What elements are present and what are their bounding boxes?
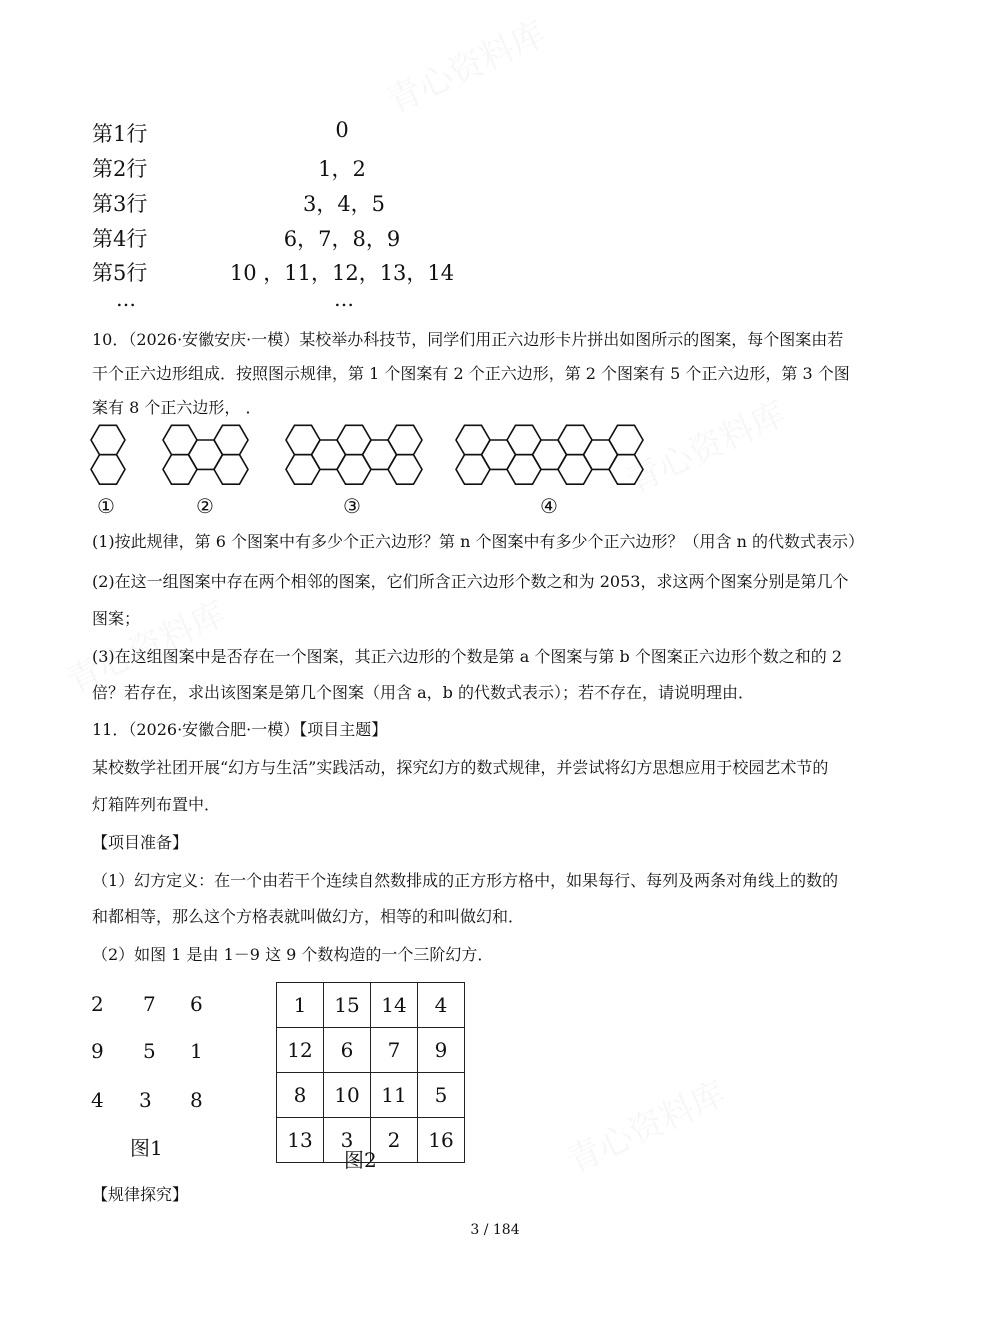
fig2-cell: 5 [418, 1073, 465, 1118]
row-numbers: 6，7，8，9 [283, 227, 401, 251]
pattern-label: ③ [343, 494, 361, 518]
hexagon-4 [214, 455, 248, 485]
pattern-label: ① [97, 494, 115, 518]
q10-part3: (3)在这组图案中是否存在一个图案，其正六边形的个数是第 a 个图案与第 b 个图案正六边形个数之和的 2 [92, 647, 843, 666]
figure-intro: （2）如图 1 是由 1－9 这 9 个数构造的一个三阶幻方． [92, 945, 494, 964]
table-row [277, 983, 465, 1028]
fig2-cell: 2 [371, 1118, 418, 1163]
definition-line: 和都相等，那么这个方格表就叫做幻方，相等的和叫做幻和． [92, 907, 525, 926]
fig2-cell: 8 [277, 1073, 324, 1118]
hexagon-0 [91, 425, 125, 454]
page-number: 3 / 184 [470, 1222, 520, 1238]
fig2-cell: 11 [371, 1073, 418, 1118]
fig1-caption: 图1 [130, 1136, 163, 1160]
table-row [277, 1073, 465, 1118]
fig1-cell: 2 [91, 992, 104, 1016]
hexagon-1 [91, 455, 125, 485]
watermark [378, 6, 553, 122]
table-row [277, 1028, 465, 1073]
q10-line: 案有 8 个正六边形， ． [92, 398, 262, 417]
q11-line: 某校数学社团开展“幻方与生活”实践活动，探究幻方的数式规律，并尝试将幻方思想应用于校园艺术节的 [92, 758, 829, 777]
hexagon-10 [609, 455, 643, 485]
q10-line: 干个正六边形组成．按照图示规律，第 1 个图案有 2 个正六边形，第 2 个图案有 5 个正六边形，第 3 个图 [92, 364, 850, 383]
fig2-cell: 7 [371, 1028, 418, 1073]
fig2-cell: 3 [324, 1118, 371, 1163]
row-label: 第2行 [92, 157, 148, 181]
fig1-cell: 3 [139, 1088, 152, 1112]
fig2-cell: 15 [324, 983, 371, 1028]
q10-line: 10．（2026·安徽安庆·一模）某校举办科技节，同学们用正六边形卡片拼出如图所示的图案，每个图案由若 [92, 330, 844, 349]
q11-line: 灯箱阵列布置中． [92, 795, 221, 814]
q10-part3-cont: 倍？若存在，求出该图案是第几个图案（用含 a，b 的代数式表示）；若不存在，请说明理由． [92, 683, 754, 702]
fig2-cell: 12 [277, 1028, 324, 1073]
definition-line: （1）幻方定义：在一个由若干个连续自然数排成的正方形方格中，如果每行、每列及两条对角线上的数的 [92, 871, 839, 890]
row-numbers: 3，4，5 [302, 192, 386, 216]
ellipsis: … [116, 287, 136, 311]
fig1-cell: 1 [190, 1039, 203, 1063]
fig2-cell: 4 [418, 983, 465, 1028]
section-title-prep: 【项目准备】 [92, 833, 189, 852]
hexagon-9 [609, 425, 643, 454]
fig2-cell: 9 [418, 1028, 465, 1073]
q11-header: 11．（2026·安徽合肥·一模）【项目主题】 [92, 720, 388, 739]
pattern-label: ② [196, 494, 214, 518]
fig1-cell: 6 [190, 992, 203, 1016]
row-label: 第5行 [92, 261, 148, 285]
row-label: 第4行 [92, 227, 148, 251]
hexagon-6 [388, 425, 422, 454]
pattern-label: ④ [540, 494, 558, 518]
section-title-explore: 【规律探究】 [92, 1185, 189, 1204]
magic-square-fig2 [276, 982, 465, 1163]
fig1-cell: 7 [143, 992, 156, 1016]
fig2-cell: 13 [277, 1118, 324, 1163]
q10-part1: (1)按此规律，第 6 个图案中有多少个正六边形？第 n 个图案中有多少个正六边形？（用含 n 的代数式表示） [92, 532, 864, 551]
q10-part2: (2)在这一组图案中存在两个相邻的图案，它们所含正六边形个数之和为 2053，求这两个图案分别是第几个 [92, 572, 849, 591]
fig2-cell: 16 [418, 1118, 465, 1163]
fig1-cell: 8 [190, 1088, 203, 1112]
fig2-cell: 14 [371, 983, 418, 1028]
q10-part2-cont: 图案； [92, 609, 141, 628]
fig2-cell: 1 [277, 983, 324, 1028]
hexagon-patterns-figure [0, 420, 990, 495]
row-numbers: 0 [335, 118, 349, 142]
fig1-cell: 9 [91, 1039, 104, 1063]
fig2-caption: 图2 [344, 1148, 377, 1172]
fig2-cell: 6 [324, 1028, 371, 1073]
fig2-cell: 10 [324, 1073, 371, 1118]
hexagon-3 [214, 425, 248, 454]
row-numbers: 1，2 [318, 157, 366, 181]
watermark [558, 1066, 733, 1182]
ellipsis: … [334, 287, 354, 311]
fig1-cell: 4 [91, 1088, 104, 1112]
fig1-cell: 5 [143, 1039, 156, 1063]
row-label: 第1行 [92, 122, 148, 146]
row-label: 第3行 [92, 192, 148, 216]
hexagon-7 [388, 455, 422, 485]
row-numbers: 10 ，11，12，13，14 [229, 261, 455, 285]
